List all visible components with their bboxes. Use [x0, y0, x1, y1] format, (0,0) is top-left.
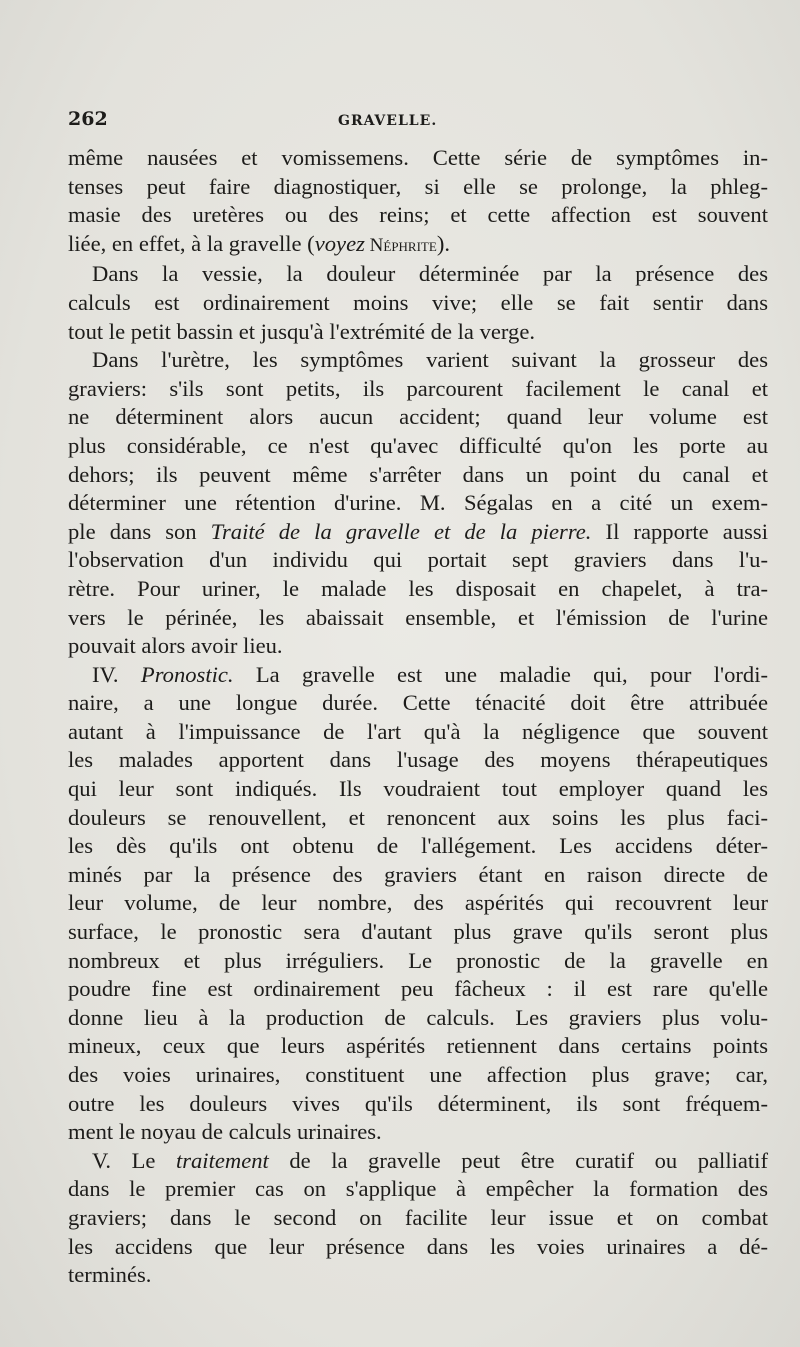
text-line: masie des uretères ou des reins; et cette affection est souvent — [68, 202, 768, 228]
text-line: poudre fine est ordinairement peu fâcheux : il est rare qu'elle — [68, 976, 768, 1002]
paragraph-2 — [68, 260, 768, 346]
text-line: donne lieu à la production de calculs. Les graviers plus volu- — [68, 1004, 768, 1030]
text-line: même nausées et vomissemens. Cette série de symptômes in- — [68, 145, 768, 170]
italic-text: traitement — [175, 1147, 269, 1173]
italic-text: voyez — [314, 230, 365, 256]
text-segment: V. Le — [92, 1147, 176, 1173]
text-line: leur volume, de leur nombre, des aspérités qui recouvrent leur — [68, 890, 768, 916]
page-number: 262 — [68, 108, 108, 130]
text-line: douleurs se renouvellent, et renoncent aux soins les plus faci- — [68, 804, 768, 830]
running-head — [68, 108, 768, 144]
italic-text: Pronostic. — [140, 661, 234, 687]
text-line — [68, 230, 768, 261]
text-segment: ). — [436, 230, 451, 256]
text-line: tenses peut faire diagnostiquer, si elle se prolonge, la phleg- — [68, 173, 768, 199]
text-line: tout le petit bassin et jusqu'à l'extrémité de la verge. — [68, 318, 535, 344]
paragraph-4 — [68, 661, 768, 1147]
text-line — [68, 661, 768, 690]
text-segment: La gravelle est une maladie qui, pour l'ordi- — [233, 661, 768, 687]
text-line: ne déterminent alors aucun accident; quand leur volume est — [68, 404, 768, 430]
text-line: ment le noyau de calculs urinaires. — [68, 1119, 382, 1145]
text-line — [68, 1147, 768, 1176]
text-line: nombreux et plus irréguliers. Le pronostic de la gravelle en — [68, 947, 768, 973]
text-line: graviers: s'ils sont petits, ils parcourent facilement le canal et — [68, 375, 768, 401]
text-line: outre les douleurs vives qu'ils déterminent, ils sont fréquem- — [68, 1090, 768, 1116]
text-segment: Il rapporte aussi — [591, 518, 768, 544]
italic-text: Traité de la gravelle et de la pierre. — [210, 518, 592, 544]
text-segment: liée, en effet, à la gravelle ( — [68, 230, 315, 256]
text-line: mineux, ceux que leurs aspérités retiennent dans certains points — [68, 1033, 768, 1059]
text-line: les malades apportent dans l'usage des moyens thérapeutiques — [68, 747, 768, 773]
text-line: graviers; dans le second on facilite leur issue et on combat — [68, 1204, 768, 1230]
text-line: calculs est ordinairement moins vive; elle se fait sentir dans — [68, 289, 768, 315]
text-line: Dans l'urètre, les symptômes varient suivant la grosseur des — [92, 347, 768, 373]
text-line — [68, 518, 768, 547]
text-segment: IV. — [92, 661, 141, 687]
text-line: déterminer une rétention d'urine. M. Ségalas en a cité un exem- — [68, 490, 768, 516]
text-line: surface, le pronostic sera d'autant plus grave qu'ils seront plus — [68, 919, 768, 945]
text-line: qui leur sont indiqués. Ils voudraient tout employer quand les — [68, 776, 768, 802]
text-line: naire, a une longue durée. Cette ténacité doit être attribuée — [68, 690, 768, 716]
text-line: plus considérable, ce n'est qu'avec difficulté qu'on les porte au — [68, 432, 768, 458]
body-text — [68, 144, 768, 1290]
text-line: vers le périnée, les abaissait ensemble, et l'émission de l'urine — [68, 604, 768, 630]
text-segment: de la gravelle peut être curatif ou palliatif — [268, 1147, 768, 1173]
paragraph-5 — [68, 1147, 768, 1290]
text-line: rètre. Pour uriner, le malade les disposait en chapelet, à tra- — [68, 575, 768, 601]
small-caps-text: Néphrite — [364, 234, 437, 256]
text-line: dans le premier cas on s'applique à empêcher la formation des — [68, 1176, 768, 1202]
paragraph-3 — [68, 346, 768, 661]
text-segment: ple dans son — [68, 518, 211, 544]
text-line: terminés. — [68, 1262, 152, 1288]
text-line: l'observation d'un individu qui portait sept graviers dans l'u- — [68, 547, 768, 573]
text-line: les accidens que leur présence dans les voies urinaires a dé- — [68, 1233, 768, 1259]
text-line: autant à l'impuissance de l'art qu'à la négligence que souvent — [68, 718, 768, 744]
text-line: pouvait alors avoir lieu. — [68, 633, 283, 659]
text-line: minés par la présence des graviers étant en raison directe de — [68, 861, 768, 887]
text-line: Dans la vessie, la douleur déterminée par la présence des — [92, 261, 768, 287]
text-line: dehors; ils peuvent même s'arrêter dans un point du canal et — [68, 461, 768, 487]
paragraph-1 — [68, 144, 768, 260]
text-line: des voies urinaires, constituent une affection plus grave; car, — [68, 1062, 768, 1087]
running-title: GRAVELLE. — [338, 113, 438, 129]
text-line: les dès qu'ils ont obtenu de l'allégement. Les accidens déter- — [68, 833, 768, 859]
